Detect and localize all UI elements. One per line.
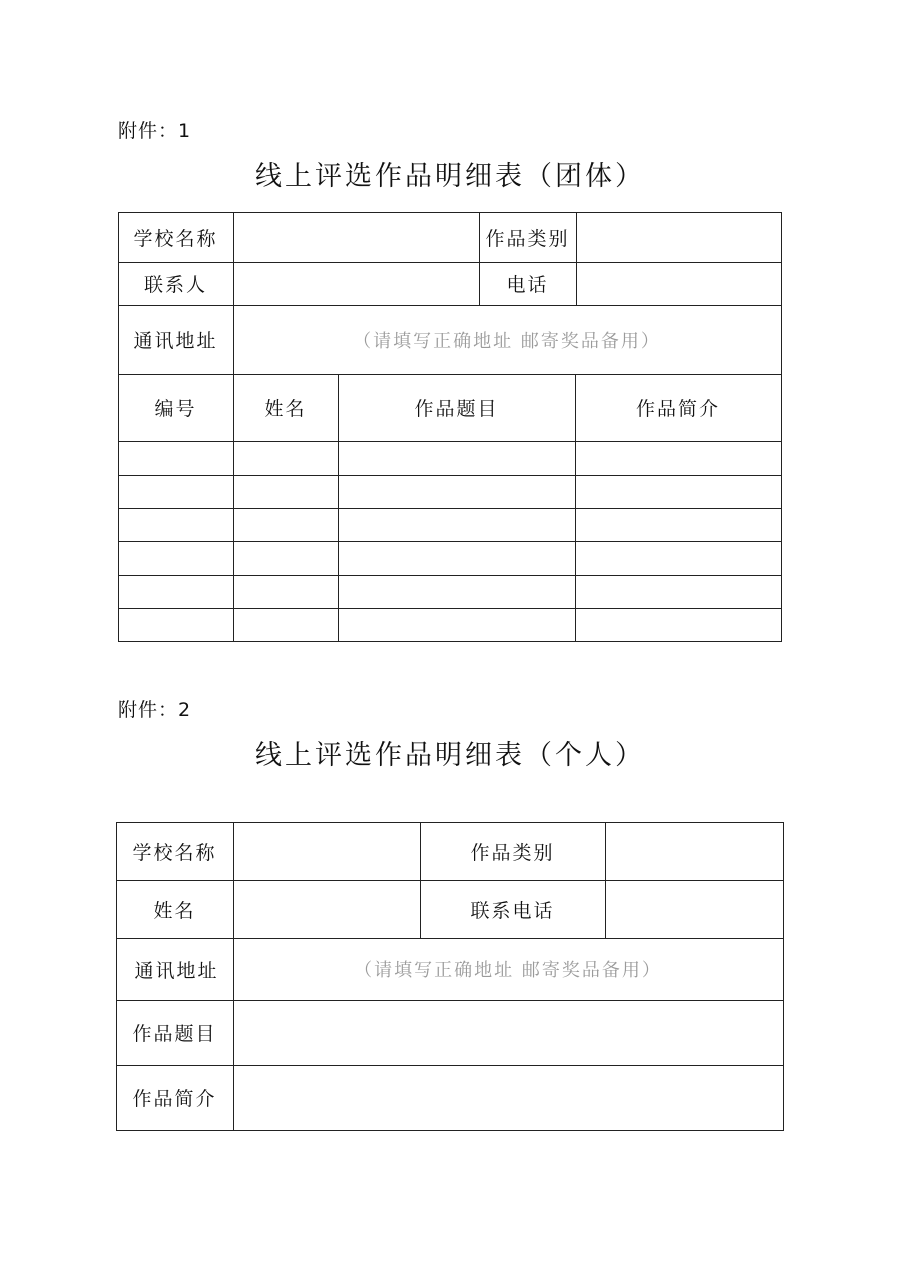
table-border xyxy=(781,212,782,642)
work-category-label: 作品类别 xyxy=(470,841,555,864)
column-header-work-intro: 作品简介 xyxy=(635,398,720,420)
column-header-number: 编号 xyxy=(154,398,197,420)
column-header-name: 姓名 xyxy=(264,398,307,420)
table-row[interactable] xyxy=(119,542,781,575)
team-form-title: 线上评选作品明细表（团体） xyxy=(255,161,645,192)
work-intro-label: 作品简介 xyxy=(132,1088,217,1110)
work-category-label: 作品类别 xyxy=(485,227,570,250)
work-category-field[interactable] xyxy=(577,213,781,262)
contact-person-field[interactable] xyxy=(234,263,479,305)
school-name-label: 学校名称 xyxy=(133,227,218,250)
table-border xyxy=(116,1130,784,1131)
table-border xyxy=(118,641,782,642)
contact-phone-field[interactable] xyxy=(606,881,783,938)
work-category-field[interactable] xyxy=(606,823,783,880)
individual-form-title: 线上评选作品明细表（个人） xyxy=(255,740,645,771)
table-row[interactable] xyxy=(119,442,781,475)
work-title-label: 作品题目 xyxy=(132,1023,217,1045)
work-intro-field[interactable] xyxy=(234,1066,783,1130)
school-name-field[interactable] xyxy=(234,213,479,262)
phone-field[interactable] xyxy=(577,263,781,305)
school-name-field[interactable] xyxy=(234,823,420,880)
contact-phone-label: 联系电话 xyxy=(470,899,555,922)
address-label: 通讯地址 xyxy=(134,959,219,982)
table-row[interactable] xyxy=(119,609,781,641)
name-field[interactable] xyxy=(234,881,420,938)
table-row[interactable] xyxy=(119,476,781,508)
table-row[interactable] xyxy=(119,509,781,541)
table-row[interactable] xyxy=(119,576,781,608)
contact-person-label: 联系人 xyxy=(143,274,207,296)
column-header-work-title: 作品题目 xyxy=(414,398,499,420)
phone-label: 电话 xyxy=(506,274,549,296)
work-title-field[interactable] xyxy=(234,1001,783,1065)
address-label: 通讯地址 xyxy=(133,330,218,352)
attachment-1-label: 附件：1 xyxy=(118,120,192,142)
address-field[interactable]: （请填写正确地址 邮寄奖品备用） xyxy=(354,960,662,981)
address-field[interactable]: （请填写正确地址 邮寄奖品备用） xyxy=(353,330,661,352)
table-border xyxy=(783,822,784,1131)
attachment-2-label: 附件：2 xyxy=(118,699,192,721)
name-label: 姓名 xyxy=(153,899,196,922)
school-name-label: 学校名称 xyxy=(132,841,217,864)
